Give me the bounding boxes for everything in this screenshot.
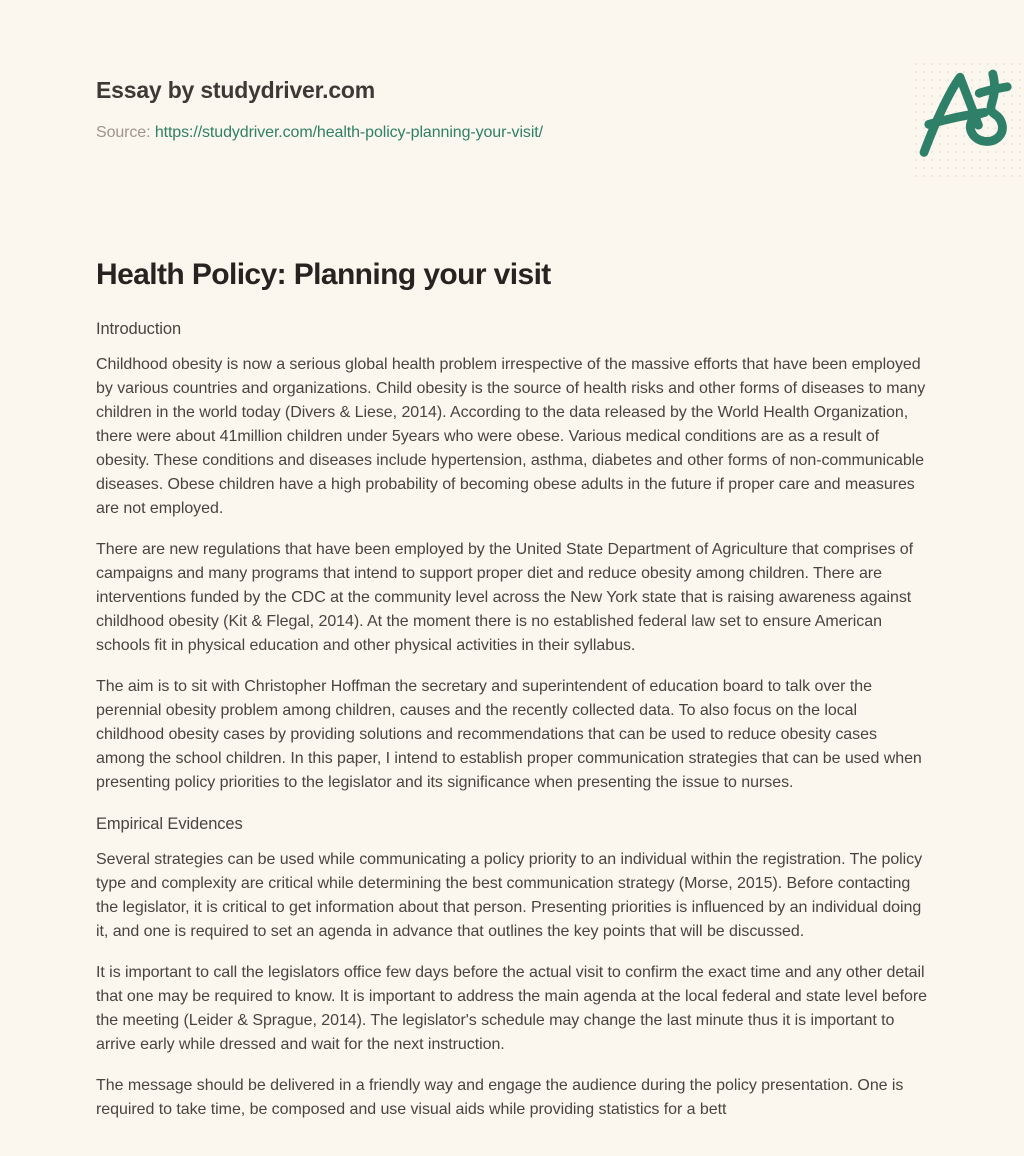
paragraph-intro-2: There are new regulations that have been employed by the United State Department of Agriculture that comprises of campaigns and many programs that intend to support proper diet and reduce obesity among children. There are interventions funded by the CDC at the community level across the New York state that is raising awareness against childhood obesity (Kit & Flegal, 2014). At the moment there is no established federal law set to ensure American schools fit in physical education and other physical activities in their syllabus.: [96, 541, 914, 654]
paragraph-intro-1: Childhood obesity is now a serious global health problem irrespective of the massive efforts that have been employed by various countries and organizations. Child obesity is the source of health risks and other forms of diseases to many children in the world today (Divers & Liese, 2014). According to the data released by the World Health Organization, there were about 41million children under 5years who were obese. Various medical conditions are as a result of obesity. These conditions and diseases include hypertension, asthma, diabetes and other forms of non-communicable diseases. Obese children have a high probability of becoming obese adults in the future if proper care and measures are not employed.: [96, 356, 926, 517]
section-heading-empirical-evidences: Empirical Evidences: [96, 815, 243, 833]
paragraph-empirical-1: Several strategies can be used while communicating a policy priority to an individual within the registration. The policy type and complexity are critical while determining the best communication strategy (Morse, 2015). Before contacting the legislator, it is critical to get information about that person. Presenting priorities is influenced by an individual doing it, and one is required to set an agenda in advance that outlines the key points that will be discussed.: [96, 851, 923, 940]
source-link[interactable]: https://studydriver.com/health-policy-planning-your-visit/: [154, 124, 543, 141]
document-content: [96, 0, 928, 1139]
source-label: Source:: [96, 124, 151, 141]
paragraph-empirical-2: It is important to call the legislators office few days before the actual visit to confirm the exact time and any other detail that one may be required to know. It is important to address the main agenda at the local federal and state level before the meeting (Leider & Sprague, 2014). The legislator's schedule may change the last minute thus it is important to arrive early while dressed and wait for the next instruction.: [96, 964, 927, 1053]
essay-byline: Essay by studydriver.com: [96, 77, 376, 103]
paragraph-intro-3: The aim is to sit with Christopher Hoffman the secretary and superintendent of education board to talk over the perennial obesity problem among children, causes and the recently collected data. To also focus on the local childhood obesity cases by providing solutions and recommendations that can be used to reduce obesity cases among the school children. In this paper, I intend to establish proper communication strategies that can be used when presenting policy priorities to the legislator and its significance when presenting the issue to nurses.: [96, 678, 922, 791]
a-plus-logo-icon: [912, 60, 1024, 180]
page-title: Health Policy: Planning your visit: [96, 258, 551, 291]
source-line: [96, 121, 928, 145]
paragraph-empirical-3: The message should be delivered in a friendly way and engage the audience during the policy presentation. One is required to take time, be composed and use visual aids while providing statistics for a bett: [96, 1077, 904, 1118]
section-heading-introduction: Introduction: [96, 320, 182, 338]
a-plus-logo: [912, 60, 1024, 180]
